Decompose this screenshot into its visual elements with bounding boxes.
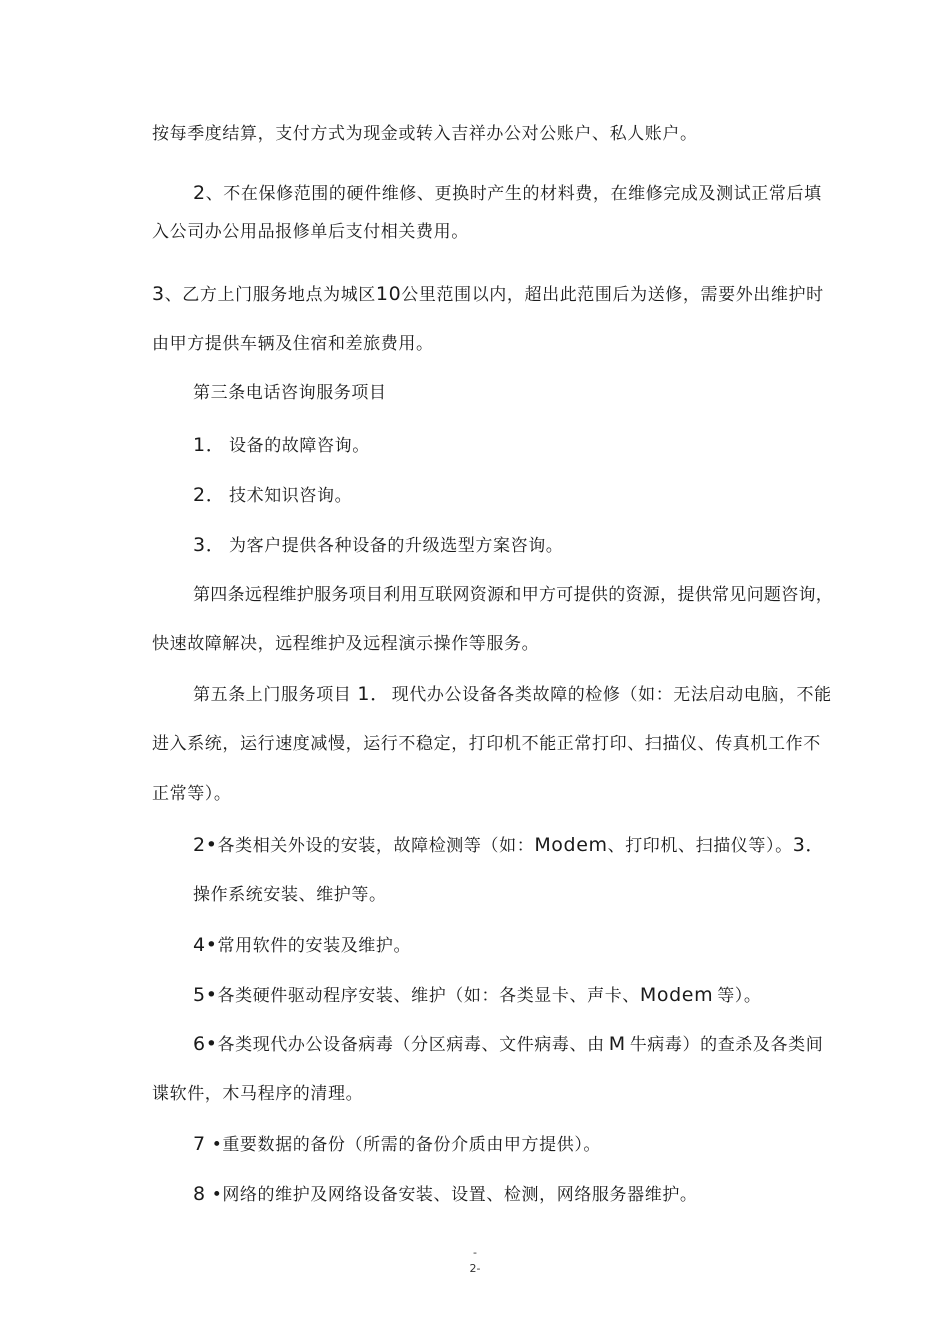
paragraph-line bbox=[193, 883, 387, 907]
page-number-text: 2- bbox=[469, 1262, 481, 1275]
text: 谍软件，木马程序的清理。 bbox=[152, 1084, 364, 1104]
item-number: 7 bbox=[193, 1133, 206, 1155]
text: 入公司办公用品报修单后支付相关费用。 bbox=[152, 222, 469, 242]
item-number: 8 bbox=[193, 1183, 206, 1205]
text: 由甲方提供车辆及住宿和差旅费用。 bbox=[152, 334, 434, 354]
list-item bbox=[193, 1032, 823, 1057]
item-number: 3． bbox=[792, 834, 825, 856]
item-number: 3． bbox=[193, 534, 226, 556]
text: 进入系统，运行速度减慢，运行不稳定，打印机不能正常打印、扫描仪、传真机工作不 bbox=[152, 734, 821, 754]
list-item bbox=[193, 983, 762, 1008]
item-number: 1． bbox=[357, 683, 390, 705]
list-item bbox=[193, 483, 352, 508]
item-number: 2 bbox=[193, 182, 206, 204]
text: •网络的维护及网络设备安装、设置、检测，网络服务器维护。 bbox=[211, 1185, 698, 1205]
text: 等）。 bbox=[717, 986, 762, 1006]
modem-term: Modem bbox=[639, 984, 714, 1006]
paragraph-line bbox=[152, 332, 434, 356]
footer-dash: - bbox=[473, 1246, 477, 1259]
page-number bbox=[0, 1262, 950, 1275]
text: 按每季度结算，支付方式为现金或转入吉祥办公对公账户、私人账户。 bbox=[152, 124, 698, 144]
text: 、不在保修范围的硬件维修、更换时产生的材料费，在维修完成及测试正常后填 bbox=[205, 184, 822, 204]
paragraph-line bbox=[152, 782, 232, 806]
text: 各类相关外设的安装，故障检测等（如： bbox=[217, 836, 535, 856]
text: 快速故障解决，远程维护及远程演示操作等服务。 bbox=[152, 634, 540, 654]
text: 操作系统安装、维护等。 bbox=[193, 885, 387, 905]
list-item bbox=[193, 433, 370, 458]
text: 技术知识咨询。 bbox=[229, 486, 353, 506]
text: 第三条电话咨询服务项目 bbox=[193, 383, 387, 403]
modem-term: Modem bbox=[534, 834, 608, 856]
paragraph-line bbox=[193, 181, 822, 206]
text: 牛病毒）的查杀及各类间 bbox=[629, 1035, 824, 1055]
section-heading bbox=[193, 381, 387, 405]
text: 现代办公设备各类故障的检修（如：无法启动电脑，不能 bbox=[391, 685, 832, 705]
list-item bbox=[193, 933, 411, 958]
paragraph-line bbox=[152, 220, 469, 244]
paragraph-line bbox=[152, 1082, 363, 1106]
paragraph-line bbox=[152, 122, 698, 146]
text: 为客户提供各种设备的升级选型方案咨询。 bbox=[229, 536, 564, 556]
text: 各类硬件驱动程序安装、维护（如：各类显卡、声卡、 bbox=[217, 986, 640, 1006]
item-number: 6• bbox=[193, 1033, 218, 1055]
letter-m: M bbox=[608, 1033, 626, 1055]
number: 10 bbox=[375, 283, 402, 305]
text: 各类现代办公设备病毒（分区病毒、文件病毒、由 bbox=[217, 1035, 605, 1055]
list-item bbox=[193, 1132, 601, 1157]
item-number: 2• bbox=[193, 834, 218, 856]
text: 、打印机、扫描仪等）。 bbox=[607, 836, 793, 856]
text: 第四条远程维护服务项目利用互联网资源和甲方可提供的资源，提供常见问题咨询， bbox=[193, 585, 834, 605]
item-number: 1． bbox=[193, 434, 226, 456]
item-number: 2． bbox=[193, 484, 226, 506]
item-number: 4• bbox=[193, 934, 218, 956]
item-number: 5• bbox=[193, 984, 218, 1006]
paragraph-line bbox=[152, 282, 824, 307]
text: •重要数据的备份（所需的备份介质由甲方提供）。 bbox=[211, 1135, 602, 1155]
text: 、乙方上门服务地点为城区 bbox=[164, 285, 376, 305]
page-footer-dash bbox=[0, 1246, 950, 1259]
text: 设备的故障咨询。 bbox=[229, 436, 370, 456]
text: 公里范围以内，超出此范围后为送修，需要外出维护时 bbox=[401, 285, 824, 305]
list-item bbox=[193, 533, 563, 558]
text: 常用软件的安装及维护。 bbox=[217, 936, 412, 956]
paragraph-line bbox=[193, 583, 833, 607]
paragraph-line bbox=[152, 632, 539, 656]
item-number: 3 bbox=[152, 283, 165, 305]
paragraph-line bbox=[193, 833, 825, 858]
list-item bbox=[193, 1182, 698, 1207]
paragraph-line bbox=[193, 682, 832, 707]
text: 第五条上门服务项目 bbox=[193, 685, 352, 705]
paragraph-line bbox=[152, 732, 821, 756]
text: 正常等）。 bbox=[152, 784, 232, 804]
